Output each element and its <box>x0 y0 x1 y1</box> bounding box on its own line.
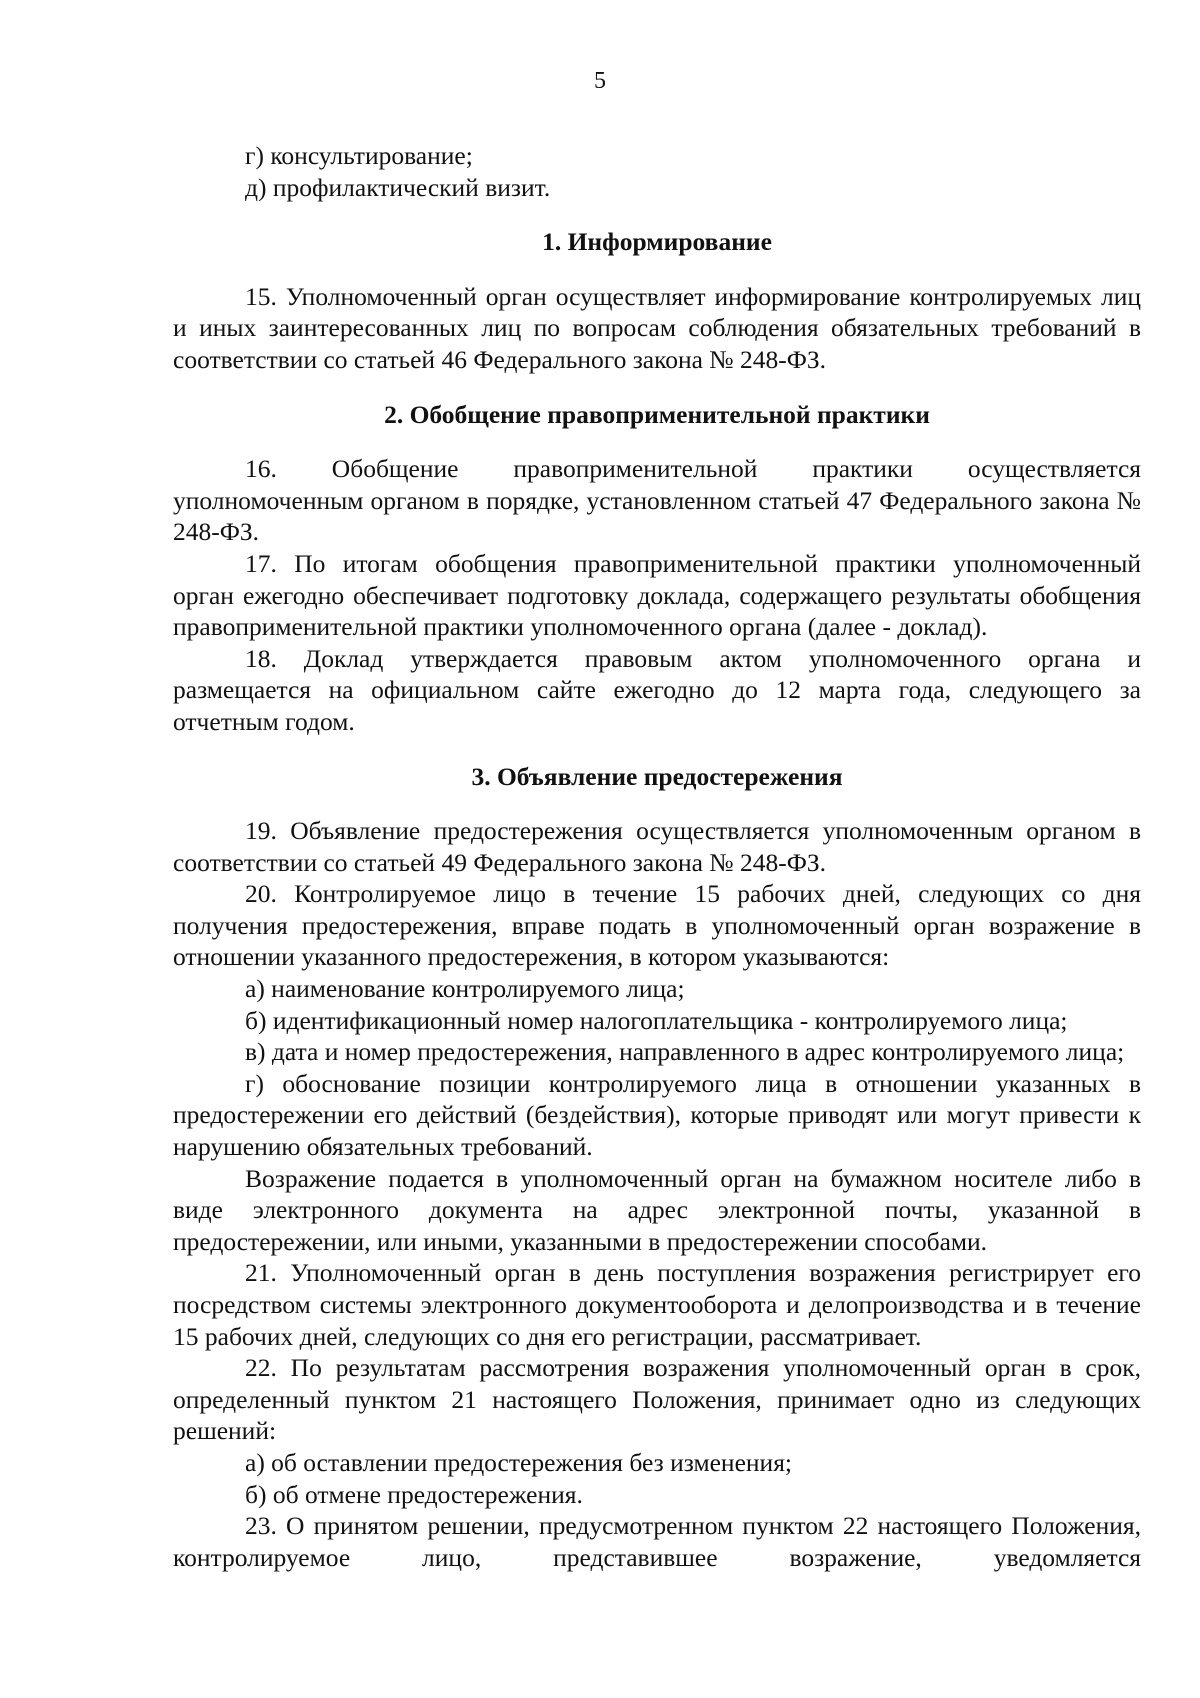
list-item: г) консультирование; <box>245 141 473 170</box>
paragraph: г) обоснование позиции контролируемого лица в отношении указанных в предостережении его действий (бездействия), которые приводят или могут привести к нарушению обязательных требований. <box>173 1068 1141 1162</box>
page-number: 5 <box>594 68 606 94</box>
list-item: а) об оставлении предостережения без изменения; <box>245 1447 793 1477</box>
paragraph: 17. По итогам обобщения правоприменительной практики уполномоченный орган ежегодно обеспечивает подготовку доклада, содержащего результаты обобщения правоприменительной практики уполномоченного органа (далее - доклад). <box>173 548 1141 642</box>
document-body <box>173 140 1141 1573</box>
paragraph: 15. Уполномоченный орган осуществляет информирование контролируемых лиц и иных заинтересованных лиц по вопросам соблюдения обязательных требований в соответствии со статьей 46 Федерального закона № 248-ФЗ. <box>173 281 1141 374</box>
paragraph: 16. Обобщение правоприменительной практики осуществляется уполномоченным органом в порядке, установленном статьей 47 Федерального закона № 248-ФЗ. <box>173 454 1141 547</box>
paragraph: 20. Контролируемое лицо в течение 15 рабочих дней, следующих со дня получения предостережения, вправе подать в уполномоченный орган возражение в отношении указанного предостережения, в котором указываются: <box>173 879 1141 972</box>
paragraph: 22. По результатам рассмотрения возражения уполномоченный орган в срок, определенный пунктом 21 настоящего Положения, принимает одно из следующих решений: <box>173 1353 1141 1446</box>
list-item: б) об отмене предостережения. <box>245 1479 583 1509</box>
section-heading: 3. Объявление предостережения <box>471 761 843 791</box>
paragraph: 18. Доклад утверждается правовым актом уполномоченного органа и размещается на официальном сайте ежегодно до 12 марта года, следующего за отчетным годом. <box>173 643 1141 736</box>
paragraph: 21. Уполномоченный орган в день поступления возражения регистрирует его посредством системы электронного документооборота и делопроизводства и в течение 15 рабочих дней, следующих со дня его регистрации, рассматривает. <box>173 1258 1141 1351</box>
paragraph: 19. Объявление предостережения осуществляется уполномоченным органом в соответствии со статьей 49 Федерального закона № 248-ФЗ. <box>173 816 1141 877</box>
list-item: д) профилактический визит. <box>245 172 551 202</box>
list-item: а) наименование контролируемого лица; <box>245 974 685 1004</box>
section-heading: 1. Информирование <box>542 227 772 257</box>
paragraph: в) дата и номер предостережения, направленного в адрес контролируемого лица; <box>245 1037 1125 1067</box>
paragraph: 23. О принятом решении, предусмотренном пунктом 22 настоящего Положения, контролируемое лицо, представившее возражение, уведомляется <box>173 1511 1141 1572</box>
paragraph: Возражение подается в уполномоченный орган на бумажном носителе либо в виде электронного документа на адрес электронной почты, указанной в предостережении, или иными, указанными в предостережении способами. <box>173 1163 1141 1256</box>
section-heading: 2. Обобщение правоприменительной практики <box>384 399 930 429</box>
list-item: б) идентификационный номер налогоплательщика - контролируемого лица; <box>245 1005 1068 1035</box>
